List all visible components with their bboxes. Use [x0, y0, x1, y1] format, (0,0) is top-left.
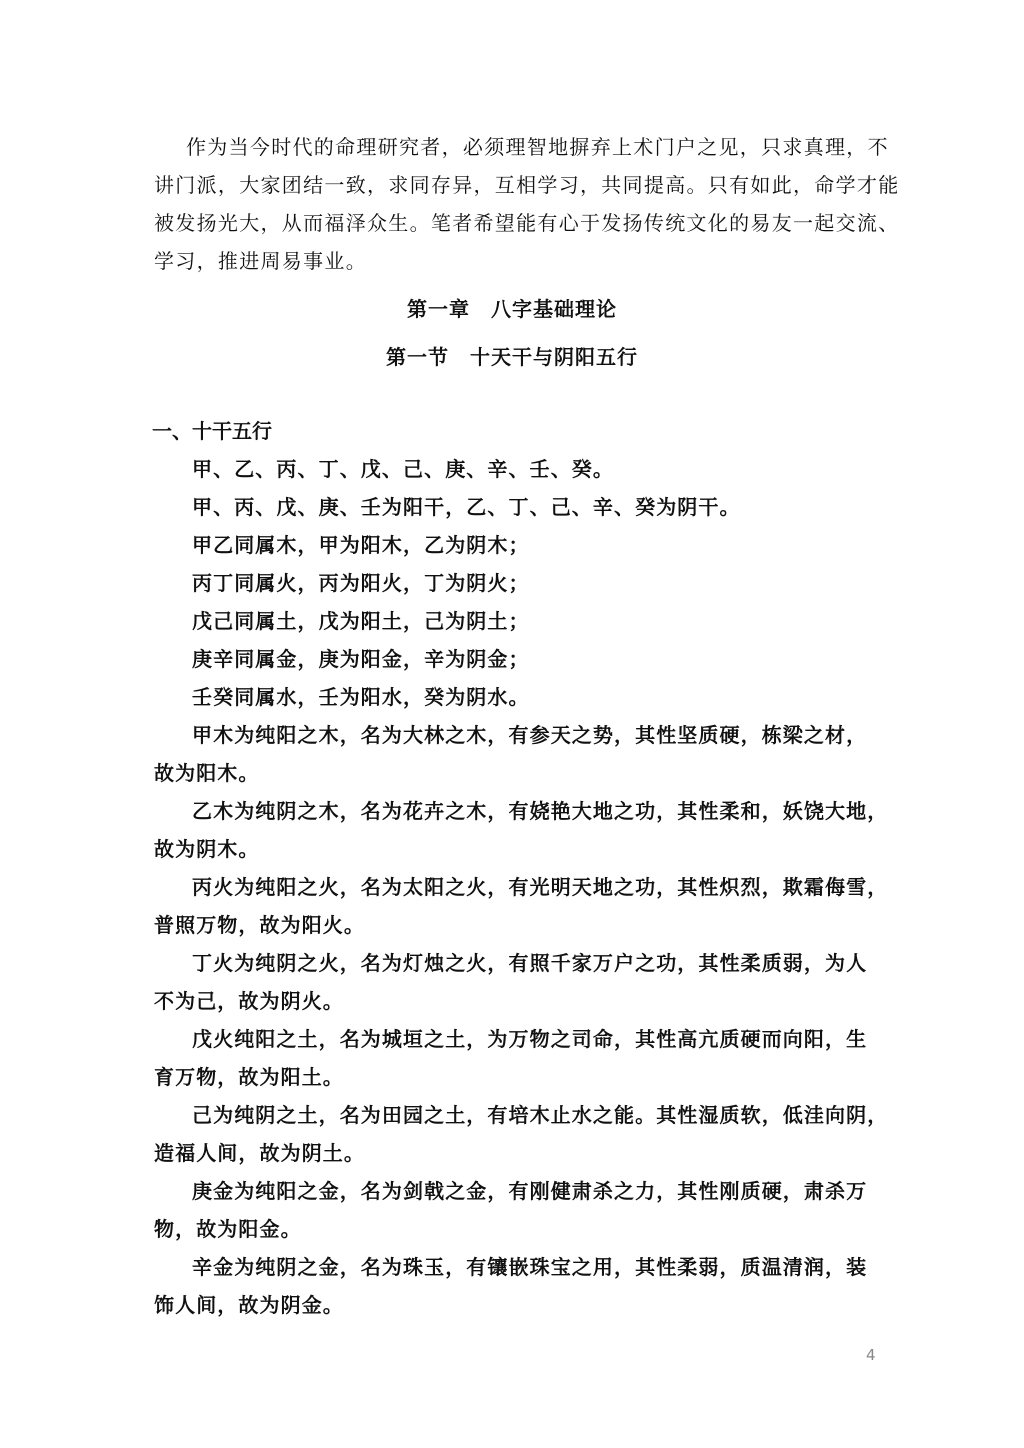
intro-line-1: 作为当今时代的命理研究者，必须理智地摒弃上术门户之见，只求真理，不 — [186, 135, 889, 159]
body-line: 庚金为纯阳之金，名为剑戟之金，有刚健肃杀之力，其性刚质硬，肃杀万 — [192, 1179, 868, 1203]
body-line: 造福人间，故为阴土。 — [154, 1141, 365, 1165]
section-title: 第一节 十天干与阴阳五行 — [386, 345, 638, 369]
body-line: 丙火为纯阳之火，名为太阳之火，有光明天地之功，其性炽烈，欺霜侮雪， — [192, 875, 889, 899]
page-number: 4 — [866, 1346, 876, 1364]
body-line: 丁火为纯阴之火，名为灯烛之火，有照千家万户之功，其性柔质弱，为人 — [192, 951, 868, 975]
body-line: 壬癸同属水，壬为阳水，癸为阴水。 — [192, 685, 530, 709]
body-line: 戊火纯阳之土，名为城垣之土，为万物之司命，其性高亢质硬而向阳，生 — [192, 1027, 868, 1051]
body-line: 辛金为纯阴之金，名为珠玉，有镶嵌珠宝之用，其性柔弱，质温清润，装 — [192, 1255, 868, 1279]
body-line: 丙丁同属火，丙为阳火，丁为阴火； — [192, 571, 530, 595]
body-line: 戊己同属土，戊为阳土，己为阴土； — [192, 609, 530, 633]
body-line: 庚辛同属金，庚为阳金，辛为阴金； — [192, 647, 530, 671]
body-line: 故为阴木。 — [154, 837, 260, 861]
body-line: 物，故为阳金。 — [154, 1217, 302, 1241]
body-line: 甲乙同属木，甲为阳木，乙为阴木； — [192, 533, 530, 557]
body-line: 饰人间，故为阴金。 — [154, 1293, 344, 1317]
body-line: 育万物，故为阳土。 — [154, 1065, 344, 1089]
body-line: 普照万物，故为阳火。 — [154, 913, 365, 937]
body-line: 甲木为纯阳之木，名为大林之木，有参天之势，其性坚质硬，栋梁之材， — [192, 723, 868, 747]
body-line: 故为阳木。 — [154, 761, 260, 785]
chapter-title: 第一章 八字基础理论 — [407, 297, 617, 321]
body-line: 乙木为纯阴之木，名为花卉之木，有娆艳大地之功，其性柔和，妖饶大地， — [192, 799, 889, 823]
body-line: 甲、丙、戊、庚、壬为阳干，乙、丁、己、辛、癸为阴干。 — [192, 495, 741, 519]
body-line: 甲、乙、丙、丁、戊、己、庚、辛、壬、癸。 — [192, 457, 614, 481]
intro-line-2: 讲门派，大家团结一致，求同存异，互相学习，共同提高。只有如此，命学才能 — [154, 173, 900, 197]
subsection-title: 一、十干五行 — [152, 419, 272, 443]
body-line: 不为己，故为阴火。 — [154, 989, 344, 1013]
intro-line-3: 被发扬光大，从而福泽众生。笔者希望能有心于发扬传统文化的易友一起交流、 — [154, 211, 900, 235]
body-line: 己为纯阴之土，名为田园之土，有培木止水之能。其性湿质软，低洼向阴， — [192, 1103, 889, 1127]
intro-line-4: 学习，推进周易事业。 — [154, 249, 367, 273]
